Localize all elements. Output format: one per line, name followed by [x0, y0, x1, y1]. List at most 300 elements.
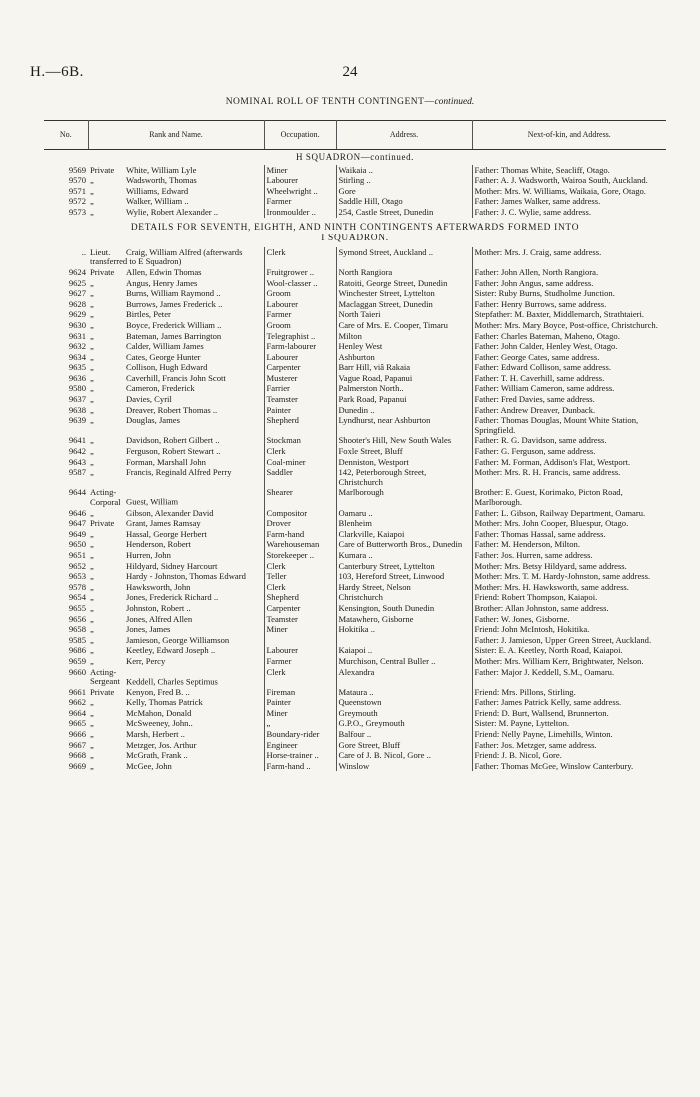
table-row [44, 186, 666, 197]
rank: „ [90, 196, 94, 207]
occupation: Stockman [264, 435, 336, 446]
title-suffix: continued. [434, 97, 475, 107]
occupation: Boundary-rider [264, 729, 336, 740]
address: Murchison, Central Buller .. [336, 656, 472, 667]
soldier-number: 9653 [68, 571, 86, 582]
rank: „ [90, 645, 94, 656]
soldier-name: Walker, William .. [126, 196, 189, 207]
next-of-kin: Friend: Robert Thompson, Kaiapoi. [474, 592, 598, 603]
next-of-kin: Father: Henry Burrows, same address. [474, 298, 607, 309]
address [336, 635, 472, 646]
rank: „ [90, 394, 94, 405]
address: Canterbury Street, Lyttelton [336, 561, 472, 572]
rank: „ [90, 729, 94, 740]
rank: Private [90, 164, 115, 175]
rank-and-name [88, 614, 264, 625]
soldier-number: 9631 [68, 330, 86, 341]
soldier-number: 9630 [68, 319, 86, 330]
rank-and-name [88, 175, 264, 186]
soldier-number: 9632 [68, 341, 86, 352]
address: 254, Castle Street, Dunedin [336, 207, 472, 218]
table-row [44, 331, 666, 342]
table-row [44, 165, 666, 176]
soldier-number: 9625 [68, 277, 86, 288]
address: Hokitika .. [336, 624, 472, 635]
soldier-number: 9569 [68, 164, 86, 175]
address: Saddle Hill, Otago [336, 196, 472, 207]
soldier-name: Jamieson, George Williamson [126, 634, 230, 645]
next-of-kin: Father: J. C. Wylie, same address. [474, 206, 592, 217]
rank-and-name [88, 186, 264, 197]
next-of-kin: Brother: E. Guest, Korimako, Picton Road, Marlborough. [474, 487, 623, 507]
address: Mataura .. [336, 687, 472, 698]
table-row [44, 697, 666, 708]
occupation: Carpenter [264, 362, 336, 373]
address: Winchester Street, Lyttelton [336, 288, 472, 299]
occupation: Farrier [264, 383, 336, 394]
title-main: NOMINAL ROLL OF TENTH CONTINGENT— [225, 97, 435, 107]
table-row [44, 267, 666, 278]
soldier-name: Marsh, Herbert .. [126, 729, 185, 740]
address: Blenheim [336, 518, 472, 529]
address: Ratoiti, George Street, Dunedin [336, 278, 472, 289]
rank: „ [90, 592, 94, 603]
soldier-name: Douglas, James [126, 415, 180, 426]
col-header-rank-name: Rank and Name. [88, 121, 264, 150]
table-row [44, 518, 666, 529]
soldier-name: Craig, William Alfred (afterwards transferred to E Squadron) [90, 246, 243, 267]
table-row [44, 645, 666, 656]
address: Denniston, Westport [336, 457, 472, 468]
soldier-name: Davies, Cyril [126, 394, 172, 405]
soldier-name: McMahon, Donald [126, 707, 192, 718]
address: Clarkville, Kaiapoi [336, 529, 472, 540]
rank: „ [90, 185, 94, 196]
soldier-number: 9658 [68, 624, 86, 635]
soldier-number: 9573 [68, 206, 86, 217]
address: Foxle Street, Bluff [336, 446, 472, 457]
soldier-number: 9651 [68, 549, 86, 560]
soldier-number: 9659 [68, 655, 86, 666]
soldier-name: Metzger, Jos. Arthur [126, 739, 197, 750]
soldier-name: Gibson, Alexander David [126, 507, 214, 518]
rank-and-name [88, 405, 264, 416]
soldier-number: 9649 [68, 528, 86, 539]
next-of-kin: Father: John Calder, Henley West, Otago. [474, 341, 618, 352]
table-row [44, 708, 666, 719]
soldier-name: McGee, John [126, 760, 172, 771]
table-row [44, 603, 666, 614]
rank-and-name [88, 571, 264, 582]
table-row [44, 635, 666, 646]
occupation: Storekeeper .. [264, 550, 336, 561]
rank: Private [90, 686, 115, 697]
occupation: Horse-trainer .. [264, 750, 336, 761]
next-of-kin: Sister: Ruby Burns, Studholme Junction. [474, 288, 615, 299]
next-of-kin: Father: Edward Collison, same address. [474, 362, 612, 373]
rank-and-name [88, 415, 264, 435]
soldier-name: Francis, Reginald Alfred Perry [126, 467, 232, 478]
rank-and-name [88, 582, 264, 593]
section-title: DETAILS FOR SEVENTH, EIGHTH, AND NINTH CONTINGENTS AFTERWARDS FORMED INTO [130, 222, 580, 233]
address: Barr Hill, viâ Rakaia [336, 362, 472, 373]
soldier-number: 9656 [68, 613, 86, 624]
soldier-number: 9572 [68, 196, 86, 207]
rank-and-name [88, 687, 264, 698]
soldier-number: 9666 [68, 729, 86, 740]
address: North Rangiora [336, 267, 472, 278]
table-row [44, 383, 666, 394]
occupation: Engineer [264, 740, 336, 751]
soldier-number: 9639 [68, 415, 86, 426]
occupation: Shearer [264, 487, 336, 507]
rank-and-name [88, 603, 264, 614]
soldier-name: Hawksworth, John [126, 581, 191, 592]
rank: „ [90, 415, 94, 426]
rank: „ [90, 446, 94, 457]
rank: „ [90, 634, 94, 645]
soldier-name: Guest, William [126, 497, 179, 507]
soldier-name: Keetley, Edward Joseph .. [126, 645, 216, 656]
soldier-number: 9660 [68, 666, 86, 677]
rank: „ [90, 507, 94, 518]
rank-and-name [88, 446, 264, 457]
table-row [44, 571, 666, 582]
occupation: Fruitgrower .. [264, 267, 336, 278]
table-row [44, 687, 666, 698]
rank: „ [90, 383, 94, 394]
soldier-number: 9580 [68, 383, 86, 394]
page-id: H.—6B. [30, 64, 84, 80]
soldier-name: Hildyard, Sidney Harcourt [126, 560, 218, 571]
table-row [44, 624, 666, 635]
table-row [44, 309, 666, 320]
soldier-number: 9627 [68, 288, 86, 299]
soldier-number: 9636 [68, 372, 86, 383]
occupation: Labourer [264, 175, 336, 186]
table-row [44, 761, 666, 772]
occupation [264, 635, 336, 646]
soldier-number: 9570 [68, 175, 86, 186]
soldier-number: 9643 [68, 456, 86, 467]
occupation: Farm-labourer [264, 341, 336, 352]
rank: „ [90, 206, 94, 217]
soldier-number: 9634 [68, 351, 86, 362]
next-of-kin: Friend: Nelly Payne, Limehills, Winton. [474, 729, 613, 740]
occupation: Drover [264, 518, 336, 529]
occupation: Clerk [264, 446, 336, 457]
table-row [44, 550, 666, 561]
next-of-kin: Father: Thomas Hassal, same address. [474, 528, 606, 539]
address: Alexandra [336, 667, 472, 687]
rank-and-name [88, 320, 264, 331]
address: 103, Hereford Street, Linwood [336, 571, 472, 582]
address: Symond Street, Auckland .. [336, 247, 472, 267]
soldier-number: 9571 [68, 185, 86, 196]
address: Marlborough [336, 487, 472, 507]
next-of-kin: Father: T. H. Caverhill, same address. [474, 372, 605, 383]
rank-and-name [88, 267, 264, 278]
header-row [44, 121, 666, 150]
rank-and-name [88, 561, 264, 572]
table-row [44, 362, 666, 373]
next-of-kin: Mother: Mrs. H. Hawksworth, same address. [474, 581, 629, 592]
rank-and-name [88, 331, 264, 342]
occupation: Labourer [264, 352, 336, 363]
soldier-number: .. [81, 246, 86, 257]
soldier-name: Williams, Edward [126, 185, 189, 196]
soldier-number: 9654 [68, 592, 86, 603]
table-row [44, 446, 666, 457]
table-row [44, 415, 666, 435]
soldier-number: 9662 [68, 697, 86, 708]
next-of-kin: Friend: Mrs. Pillons, Stirling. [474, 686, 576, 697]
address: Matawhero, Gisborne [336, 614, 472, 625]
rank: „ [90, 362, 94, 373]
col-header-address: Address. [336, 121, 472, 150]
rank: Acting-Sergeant [90, 666, 120, 687]
rank: „ [90, 435, 94, 446]
table-row [44, 529, 666, 540]
address: Palmerston North.. [336, 383, 472, 394]
rank-and-name [88, 656, 264, 667]
soldier-number: 9587 [68, 467, 86, 478]
rank: „ [90, 624, 94, 635]
address: Park Road, Papanui [336, 394, 472, 405]
table-row [44, 718, 666, 729]
occupation: Farm-hand .. [264, 761, 336, 772]
soldier-number: 9647 [68, 518, 86, 529]
soldier-number: 9585 [68, 634, 86, 645]
soldier-name: Cameron, Frederick [126, 383, 195, 394]
next-of-kin: Father: M. Forman, Addison's Flat, Westport. [474, 456, 631, 467]
address: Henley West [336, 341, 472, 352]
next-of-kin: Father: Jos. Metzger, same address. [474, 739, 597, 750]
rank-and-name [88, 697, 264, 708]
table-row [44, 175, 666, 186]
occupation: Farmer [264, 309, 336, 320]
rank-and-name [88, 467, 264, 487]
occupation: Shepherd [264, 592, 336, 603]
rank: Private [90, 518, 115, 529]
rank: „ [90, 760, 94, 771]
address: Balfour .. [336, 729, 472, 740]
table-row [44, 667, 666, 687]
soldier-name: Dreaver, Robert Thomas .. [126, 404, 218, 415]
next-of-kin: Friend: J. B. Nicol, Gore. [474, 750, 562, 761]
soldier-number: 9646 [68, 507, 86, 518]
soldier-number: 9637 [68, 394, 86, 405]
rank-and-name [88, 667, 264, 687]
next-of-kin: Mother: Mrs. Betsy Hildyard, same address. [474, 560, 627, 571]
address: Gore [336, 186, 472, 197]
rank-and-name [88, 729, 264, 740]
rank: „ [90, 560, 94, 571]
address: Winslow [336, 761, 472, 772]
soldier-name: McGrath, Frank .. [126, 750, 188, 761]
rank: „ [90, 372, 94, 383]
table-row [44, 561, 666, 572]
rank-and-name [88, 165, 264, 176]
soldier-name: Kelly, Thomas Patrick [126, 697, 203, 708]
next-of-kin: Father: Andrew Dreaver, Dunback. [474, 404, 596, 415]
col-header-no: No. [44, 121, 88, 150]
next-of-kin: Mother: Mrs. W. Williams, Waikaia, Gore, Otago. [474, 185, 646, 196]
address: G.P.O., Greymouth [336, 718, 472, 729]
next-of-kin: Brother: Allan Johnston, same address. [474, 602, 609, 613]
table-row [44, 750, 666, 761]
rank-and-name [88, 708, 264, 719]
soldier-name: Angus, Henry James [126, 277, 198, 288]
occupation: Shepherd [264, 415, 336, 435]
next-of-kin: Father: James Patrick Kelly, same address. [474, 697, 622, 708]
address: Waikaia .. [336, 165, 472, 176]
soldier-name: Caverhill, Francis John Scott [126, 372, 226, 383]
occupation: Musterer [264, 373, 336, 384]
soldier-number: 9652 [68, 560, 86, 571]
occupation: Teamster [264, 394, 336, 405]
occupation: Teamster [264, 614, 336, 625]
rank: „ [90, 309, 94, 320]
table-row [44, 288, 666, 299]
table-row [44, 373, 666, 384]
rank: „ [90, 288, 94, 299]
address: Queenstown [336, 697, 472, 708]
occupation: Painter [264, 697, 336, 708]
occupation: Teller [264, 571, 336, 582]
rank-and-name [88, 299, 264, 310]
rank-and-name [88, 362, 264, 373]
soldier-name: Jones, Alfred Allen [126, 613, 193, 624]
address: Maclaggan Street, Dunedin [336, 299, 472, 310]
rank-and-name [88, 207, 264, 218]
rank-and-name [88, 718, 264, 729]
occupation: Telegraphist .. [264, 331, 336, 342]
next-of-kin: Father: George Cates, same address. [474, 351, 600, 362]
rank: „ [90, 467, 94, 478]
address: Kumara .. [336, 550, 472, 561]
address: Care of Mrs. E. Cooper, Timaru [336, 320, 472, 331]
rank: „ [90, 718, 94, 729]
rank-and-name [88, 624, 264, 635]
next-of-kin: Father: John Angus, same address. [474, 277, 594, 288]
table-row [44, 394, 666, 405]
soldier-number: 9642 [68, 446, 86, 457]
rank: „ [90, 330, 94, 341]
soldier-number: 9686 [68, 645, 86, 656]
rank: Lieut. [90, 246, 111, 257]
soldier-number: 9665 [68, 718, 86, 729]
rank: „ [90, 539, 94, 550]
table-row [44, 435, 666, 446]
soldier-number: 9667 [68, 739, 86, 750]
table-row [44, 740, 666, 751]
next-of-kin: Mother: Mrs. J. Craig, same address. [474, 246, 602, 257]
occupation: Farmer [264, 656, 336, 667]
soldier-number: 9641 [68, 435, 86, 446]
soldier-name: Bateman, James Barrington [126, 330, 222, 341]
occupation: Clerk [264, 582, 336, 593]
next-of-kin: Sister: M. Payne, Lyttelton. [474, 718, 570, 729]
soldier-name: Calder, William James [126, 341, 204, 352]
next-of-kin: Friend: John McIntosh, Hokitika. [474, 624, 590, 635]
rank-and-name [88, 508, 264, 519]
rank: „ [90, 456, 94, 467]
rank-and-name [88, 278, 264, 289]
rank-and-name [88, 635, 264, 646]
soldier-name: Collison, Hugh Edward [126, 362, 208, 373]
occupation: Coal-miner [264, 457, 336, 468]
next-of-kin: Father: W. Jones, Gisborne. [474, 613, 570, 624]
address: 142, Peterborough Street, Christchurch [336, 467, 472, 487]
occupation: Clerk [264, 247, 336, 267]
next-of-kin: Father: J. Jamieson, Upper Green Street, Auckland. [474, 634, 652, 645]
rank: „ [90, 602, 94, 613]
address: Oamaru .. [336, 508, 472, 519]
occupation: Fireman [264, 687, 336, 698]
next-of-kin: Father: M. Henderson, Milton. [474, 539, 581, 550]
occupation: Farmer [264, 196, 336, 207]
occupation: Painter [264, 405, 336, 416]
next-of-kin: Father: Jos. Hurren, same address. [474, 549, 593, 560]
col-header-occupation: Occupation. [264, 121, 336, 150]
rank: „ [90, 549, 94, 560]
rank-and-name [88, 435, 264, 446]
rank: „ [90, 581, 94, 592]
address: Vague Road, Papanui [336, 373, 472, 384]
rank-and-name [88, 309, 264, 320]
rank: „ [90, 341, 94, 352]
address: Kensington, South Dunedin [336, 603, 472, 614]
section-heading [44, 234, 666, 247]
address: Greymouth [336, 708, 472, 719]
soldier-name: Birtles, Peter [126, 309, 171, 320]
table-row [44, 614, 666, 625]
next-of-kin: Father: James Walker, same address. [474, 196, 601, 207]
rank-and-name [88, 487, 264, 507]
rank-and-name [88, 247, 264, 267]
table-row [44, 656, 666, 667]
next-of-kin: Father: G. Ferguson, same address. [474, 446, 596, 457]
next-of-kin: Friend: D. Burt, Wallsend, Brunnerton. [474, 707, 609, 718]
rank-and-name [88, 288, 264, 299]
occupation: Clerk [264, 667, 336, 687]
soldier-name: Hurren, John [126, 549, 171, 560]
next-of-kin: Father: Thomas Douglas, Mount White Station, Springfield. [474, 415, 639, 435]
rank: „ [90, 528, 94, 539]
soldier-name: Boyce, Frederick William .. [126, 319, 222, 330]
address: Care of Butterworth Bros., Dunedin [336, 539, 472, 550]
soldier-number: 9661 [68, 686, 86, 697]
occupation: Farm-hand [264, 529, 336, 540]
rank: „ [90, 351, 94, 362]
next-of-kin: Mother: Mrs. T. M. Hardy-Johnston, same address. [474, 571, 651, 582]
soldier-name: Ferguson, Robert Stewart .. [126, 446, 221, 457]
next-of-kin: Mother: Mrs. John Cooper, Bluespur, Otago. [474, 518, 629, 529]
rank: „ [90, 613, 94, 624]
rank: „ [90, 571, 94, 582]
next-of-kin: Father: Fred Davies, same address. [474, 394, 595, 405]
rank-and-name [88, 518, 264, 529]
address: Lyndhurst, near Ashburton [336, 415, 472, 435]
address: Care of J. B. Nicol, Gore .. [336, 750, 472, 761]
soldier-name: Wylie, Robert Alexander .. [126, 206, 219, 217]
soldier-number: 9578 [68, 581, 86, 592]
soldier-number: 9644 [68, 487, 86, 498]
table-row [44, 729, 666, 740]
occupation: Carpenter [264, 603, 336, 614]
soldier-number: 9629 [68, 309, 86, 320]
